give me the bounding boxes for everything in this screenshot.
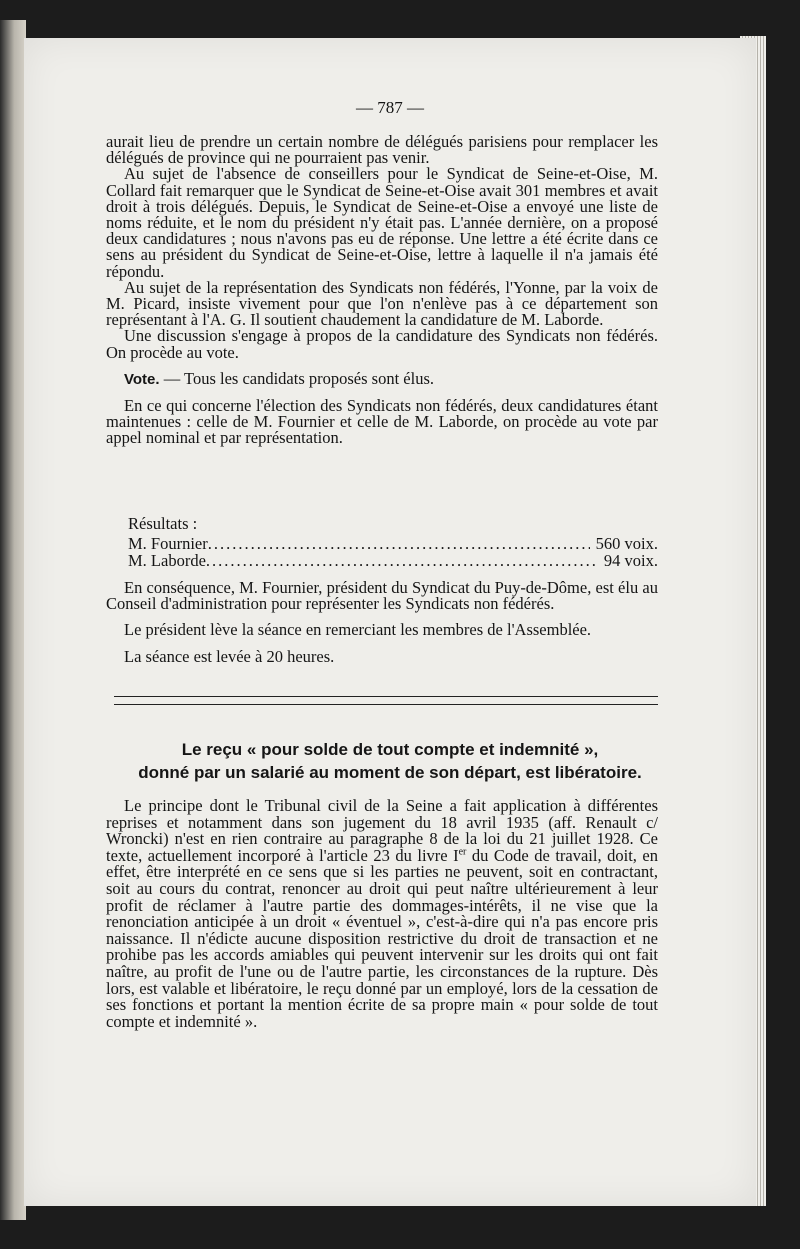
paragraph-president: Le président lève la séance en remerciant les membres de l'Assemblée. bbox=[124, 620, 592, 640]
vote-label: Vote. bbox=[124, 370, 160, 388]
minutes-text bbox=[106, 134, 658, 447]
paragraph-discussion: Une discussion s'engage à propos de la candidature des Syndicats non fédérés. On procède au vote. bbox=[106, 326, 658, 362]
paragraph-election: En ce qui concerne l'élection des Syndicats non fédérés, deux candidatures étant maintenues : celle de M. Fournier et celle de M. Laborde, on procède au vote par appel nominal et par représentation. bbox=[106, 396, 658, 448]
closing-text bbox=[106, 580, 658, 665]
superscript-er: er bbox=[458, 846, 467, 858]
results-label: Résultats : bbox=[128, 514, 198, 533]
document-page bbox=[24, 38, 756, 1206]
result-name: M. Fournier bbox=[128, 534, 208, 553]
result-row bbox=[128, 535, 658, 552]
result-row bbox=[128, 552, 658, 569]
page-number: — 787 — bbox=[356, 98, 424, 117]
article-text bbox=[106, 798, 658, 1030]
result-value: 560 voix. bbox=[595, 534, 658, 553]
result-value: 94 voix. bbox=[603, 551, 658, 570]
article-title-line: Le reçu « pour solde de tout compte et indemnité », bbox=[181, 740, 599, 759]
paragraph-levee: La séance est levée à 20 heures. bbox=[124, 646, 335, 666]
article-title-line: donné par un salarié au moment de son départ, est libératoire. bbox=[138, 763, 642, 782]
article-text-part: Le principe dont le Tribunal civil de la Seine a fait application à différentes reprises et notamment dans son jugement du 18 avril 1935 (aff. Renault c/ Wroncki) n'est en rien contraire au paragraphe 8 de la loi du 21 juillet 1928. Ce texte, actuellement incorporé à l'article 23 du livre I bbox=[106, 796, 658, 865]
left-page-edge bbox=[0, 20, 26, 1220]
paragraph-delegues: aurait lieu de prendre un certain nombre de délégués parisiens pour remplacer les délégués de province qui ne pourraient pas venir. bbox=[106, 132, 658, 168]
result-name: M. Laborde bbox=[128, 551, 206, 570]
paragraph-consequence: En conséquence, M. Fournier, président du Syndicat du Puy-de-Dôme, est élu au Conseil d'administration pour représenter les Syndicats non fédérés. bbox=[106, 578, 658, 614]
divider-rule bbox=[114, 704, 658, 705]
vote-paragraph bbox=[106, 368, 658, 388]
paragraph-seine-et-oise: Au sujet de l'absence de conseillers pour le Syndicat de Seine-et-Oise, M. Collard fait remarquer que le Syndicat de Seine-et-Oise avait 301 membres et avait droit à trois délégués. Depuis, le Syndicat de Seine-et-Oise a envoyé une liste de noms réduite, et le nom du président n'y était pas. L'année dernière, on a proposé deux candidatures ; nous n'avons pas eu de réponse. Une lettre a été écrite dans ce sens au président du Syndicat de Seine-et-Oise, lettre à laquelle il n'a jamais été répondu. bbox=[106, 164, 658, 281]
leader-dots bbox=[206, 552, 598, 569]
leader-dots bbox=[208, 535, 590, 552]
vote-text: — Tous les candidats proposés sont élus. bbox=[159, 368, 434, 388]
article-title bbox=[84, 738, 696, 784]
article-paragraph bbox=[106, 798, 658, 1030]
results-block bbox=[128, 515, 658, 569]
divider-rule bbox=[114, 696, 658, 697]
article-text-part: du Code de travail, doit, en effet, être interprété en ce sens que si les parties ne peuvent, soit en contractant, soit au cours du contrat, renoncer au droit qui peut naître ultérieurement à leur profit de réclamer à l'autre partie des dommages-intérêts, il ne vise que la renonciation anticipée à un droit « éventuel », c'est-à-dire qui n'a pas encore pris naissance. Il n'édicte aucune disposition restrictive du droit de transaction et ne prohibe pas les accords amiables qui peuvent intervenir sur les droits qui ont fait naître, au profit de l'une ou de l'autre partie, les circonstances de la rupture. Dès lors, est valable et libératoire, le reçu donné par un employé, lors de la cessation de ses fonctions et portant la mention écrite de sa propre main « pour solde de tout compte et indemnité ». bbox=[106, 845, 658, 1031]
paragraph-non-federes: Au sujet de la représentation des Syndicats non fédérés, l'Yonne, par la voix de M. Picard, insiste vivement pour que l'on n'enlève pas à ce département son représentant à l'A. G. Il soutient chaudement la candidature de M. Laborde. bbox=[106, 277, 658, 330]
